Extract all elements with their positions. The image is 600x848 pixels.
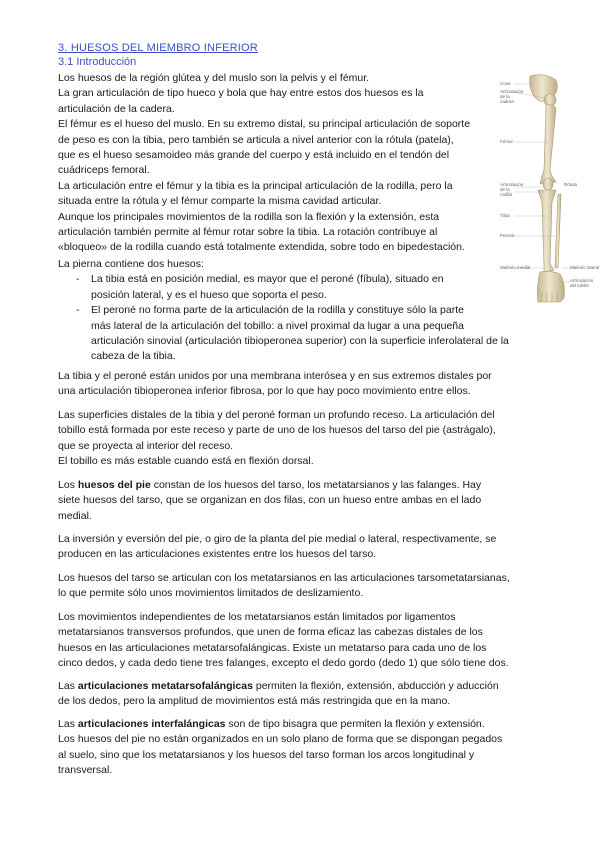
text-line: de los dedos, pero la amplitud de movimientos está más restringida que en la mano. — [58, 695, 451, 708]
label-coxa: Coxa — [500, 81, 511, 86]
membrane-paragraph — [58, 369, 492, 400]
text-line: La pierna contiene dos huesos: — [58, 258, 204, 270]
text-line: El tobillo es más estable cuando está en flexión dorsal. — [58, 455, 314, 468]
label-ankle-joint: Articulación del tobillo — [570, 278, 594, 288]
text-line: articulación también permite al fémur rotar sobre la tibia. La rotación contribuye al — [58, 226, 438, 239]
patella-shape — [543, 178, 553, 190]
subsection-title: 3.1 Introducción — [58, 56, 137, 68]
text-line: tobillo está formada por este receso y parte de uno de los huesos del tarso del pie (astrágalo), — [58, 424, 496, 437]
text-run: Los — [58, 479, 78, 491]
text-line: La gran articulación de tipo hueco y bola que hay entre estos dos huesos es la — [58, 87, 424, 100]
fibula-shape — [555, 194, 561, 268]
inversion-paragraph — [58, 532, 496, 563]
femur-shape — [540, 104, 556, 184]
text-line: cuádriceps femoral. — [58, 164, 150, 177]
metatarsal-paragraph — [58, 610, 509, 672]
text-line — [58, 717, 502, 732]
text-line: Los huesos del pie no están organizados en un solo plano de forma que se dispongan pegados — [58, 733, 503, 746]
text-line: Las superficies distales de la tibia y del peroné forman un profundo receso. La articulación del — [58, 409, 495, 421]
label-lateral-malleolus: Maléolo lateral — [570, 265, 600, 270]
list-item — [58, 303, 509, 365]
text-line: situada entre la rótula y el fémur comparte la misma cavidad articular. — [58, 195, 382, 208]
text-line: de peso es con la tibia, pero también se articula a nivel anterior con la rótula (patela), — [58, 133, 454, 146]
mtp-paragraph — [58, 679, 499, 710]
text-run: Las — [58, 718, 78, 730]
lower-limb-skeleton-illustration — [500, 70, 600, 306]
interphalangeal-paragraph — [58, 717, 502, 779]
text-line: cabeza de la tibia. — [91, 350, 176, 363]
text-line: más lateral de la articulación del tobillo: a nivel proximal da lugar a una pequeña — [91, 319, 464, 332]
label-tibia: Tibia — [500, 213, 510, 218]
text-line — [58, 679, 499, 694]
text-line: producen en las articulaciones existentes entre los huesos del tarso. — [58, 548, 377, 561]
tarsus-paragraph — [58, 571, 510, 602]
text-run: son de tipo bisagra que permiten la flexión y extensión. — [225, 718, 485, 730]
text-line: siete huesos del tarso, que se organizan en dos filas, con un hueso entre ambas en el lado — [58, 494, 482, 507]
text-line: La articulación entre el fémur y la tibia es la principal articulación de la rodilla, pero la — [58, 179, 453, 192]
text-line: que se proyecta al interior del receso. — [58, 439, 234, 452]
text-line: Aunque los principales movimientos de la rodilla son la flexión y la extensión, esta — [58, 210, 440, 223]
foot-bones-paragraph — [58, 478, 481, 524]
label-knee-joint: Articulación de la rodilla — [500, 182, 524, 197]
leg-paragraph — [58, 257, 509, 365]
tibia-shape — [538, 190, 556, 272]
text-line: medial. — [58, 509, 92, 522]
text-line — [58, 478, 481, 493]
text-line: La tibia y el peroné están unidos por una membrana interósea y en sus extremos distales por — [58, 370, 492, 382]
text-line: huesos en las articulaciones metatarsofalángicas. Existe un metatarso para cada uno de los — [58, 641, 487, 654]
section-title[interactable]: 3. HUESOS DEL MIEMBRO INFERIOR — [58, 42, 258, 54]
text-run: Las — [58, 680, 78, 692]
text-line: lo que permite sólo unos movimientos limitados de deslizamiento. — [58, 587, 364, 600]
text-line: articulación sinovial (articulación tibioperonea superior) con la superficie inferolateral de la — [91, 335, 509, 348]
text-run: constan de los huesos del tarso, los metatarsianos y las falanges. Hay — [150, 479, 482, 491]
bold-term: articulaciones metatarsofalángicas — [77, 680, 253, 692]
text-line: Los huesos del tarso se articulan con los metatarsianos en las articulaciones tarsometatarsianas, — [58, 572, 510, 584]
bold-term: articulaciones interfalángicas — [77, 718, 226, 730]
label-fibula: Peroné — [500, 233, 515, 238]
label-hip-joint: Articulación de la cadera — [500, 89, 524, 104]
label-femur: Fémur — [500, 139, 514, 144]
text-line: que es el hueso sesamoideo más grande del cuerpo y está incluido en el tendón del — [58, 149, 450, 162]
text-line: Los movimientos independientes de los metatarsianos están limitados por ligamentos — [58, 611, 456, 623]
text-line: cinco dedos, y cada dedo tiene tres falanges, excepto el dedo gordo (dedo 1) que sólo tiene dos. — [58, 657, 509, 670]
text-run: permiten la flexión, extensión, abducción y aducción — [252, 680, 499, 692]
text-line: Los huesos de la región glútea y del muslo son la pelvis y el fémur. — [58, 72, 370, 84]
text-line: «bloqueo» de la rodilla cuando está totalmente extendida, sobre todo en bipedestación. — [58, 241, 465, 254]
text-line: una articulación tibioperonea inferior fibrosa, por lo que hay poco movimiento entre ellos. — [58, 385, 471, 398]
text-line: metatarsianos transversos profundos, que unen de forma eficaz las cabezas distales de los — [58, 626, 483, 639]
label-patella: Rótula — [564, 182, 578, 187]
text-line: posición lateral, y es el hueso que soporta el peso. — [91, 288, 327, 301]
ankle-paragraph — [58, 408, 496, 470]
text-line: al suelo, sino que los metatarsianos y los huesos del tarso forman los arcos longitudinal y — [58, 748, 475, 761]
leg-bone-list — [58, 272, 509, 364]
text-line: transversal. — [58, 764, 113, 777]
intro-paragraph — [58, 71, 470, 256]
text-line: El fémur es el hueso del muslo. En su extremo distal, su principal articulación de soporte — [58, 118, 471, 131]
bold-term: huesos del pie — [77, 479, 151, 491]
text-line: - La tibia está en posición medial, es mayor que el peroné (fíbula), situado en — [91, 273, 444, 286]
text-line: La inversión y eversión del pie, o giro de la planta del pie medial o lateral, respectivamente, se — [58, 533, 497, 545]
text-line: - El peroné no forma parte de la articulación de la rodilla y constituye sólo la parte — [91, 304, 464, 317]
list-item — [58, 272, 509, 303]
label-medial-malleolus: Maléolo medial — [500, 265, 531, 270]
text-line: articulación de la cadera. — [58, 102, 175, 115]
